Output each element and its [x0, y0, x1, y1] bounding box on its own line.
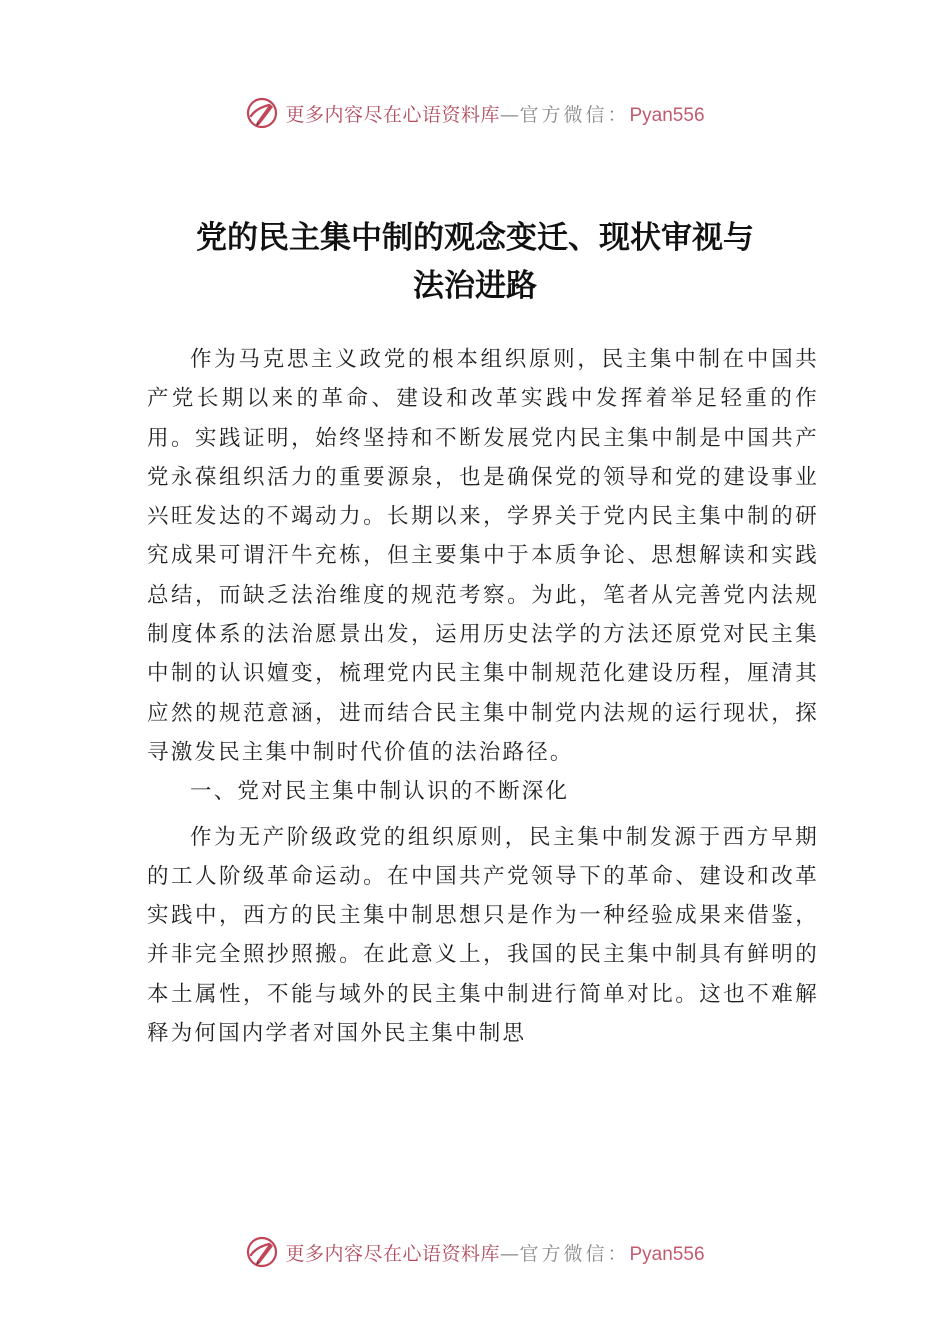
- banner-separator: —: [499, 1242, 520, 1265]
- document-title: [120, 214, 830, 310]
- pen-logo-icon: [245, 96, 279, 130]
- title-line-2: 法治进路: [413, 268, 537, 304]
- banner-main-text: 更多内容尽在心语资料库: [285, 103, 500, 126]
- banner-text: [285, 1239, 704, 1266]
- section-heading: 一、党对民主集中制认识的不断深化: [190, 779, 570, 805]
- header-watermark-banner: [0, 93, 950, 133]
- pen-logo-icon: [245, 1235, 279, 1269]
- banner-wechat-label: 官方微信：: [519, 1242, 630, 1265]
- document-body: [147, 340, 819, 1053]
- section-paragraph: 作为无产阶级政党的组织原则，民主集中制发源于西方早期的工人阶级革命运动。在中国共产党领导下的革命、建设和改革实践中，西方的民主集中制思想只是作为一种经验成果来借鉴，并非完全照抄照搬。在此意义上，我国的民主集中制具有鲜明的本土属性，不能与域外的民主集中制进行简单对比。这也不难解释为何国内学者对国外民主集中制思: [147, 824, 819, 1047]
- footer-watermark-banner: [0, 1232, 950, 1272]
- banner-main-text: 更多内容尽在心语资料库: [285, 1242, 500, 1265]
- title-line-1: 党的民主集中制的观念变迁、现状审视与: [196, 220, 754, 256]
- banner-separator: —: [499, 103, 520, 126]
- banner-wechat-id: Pyan556: [629, 1243, 705, 1265]
- banner-wechat-label: 官方微信：: [519, 103, 630, 126]
- banner-text: [285, 100, 704, 127]
- intro-paragraph: 作为马克思主义政党的根本组织原则，民主集中制在中国共产党长期以来的革命、建设和改革实践中发挥着举足轻重的作用。实践证明，始终坚持和不断发展党内民主集中制是中国共产党永葆组织活力的重要源泉，也是确保党的领导和党的建设事业兴旺发达的不竭动力。长期以来，学界关于党内民主集中制的研究成果可谓汗牛充栋，但主要集中于本质争论、思想解读和实践总结，而缺乏法治维度的规范考察。为此，笔者从完善党内法规制度体系的法治愿景出发，运用历史法学的方法还原党对民主集中制的认识嬗变，梳理党内民主集中制规范化建设历程，厘清其应然的规范意涵，进而结合民主集中制党内法规的运行现状，探寻激发民主集中制时代价值的法治路径。: [147, 347, 819, 765]
- banner-wechat-id: Pyan556: [629, 104, 705, 126]
